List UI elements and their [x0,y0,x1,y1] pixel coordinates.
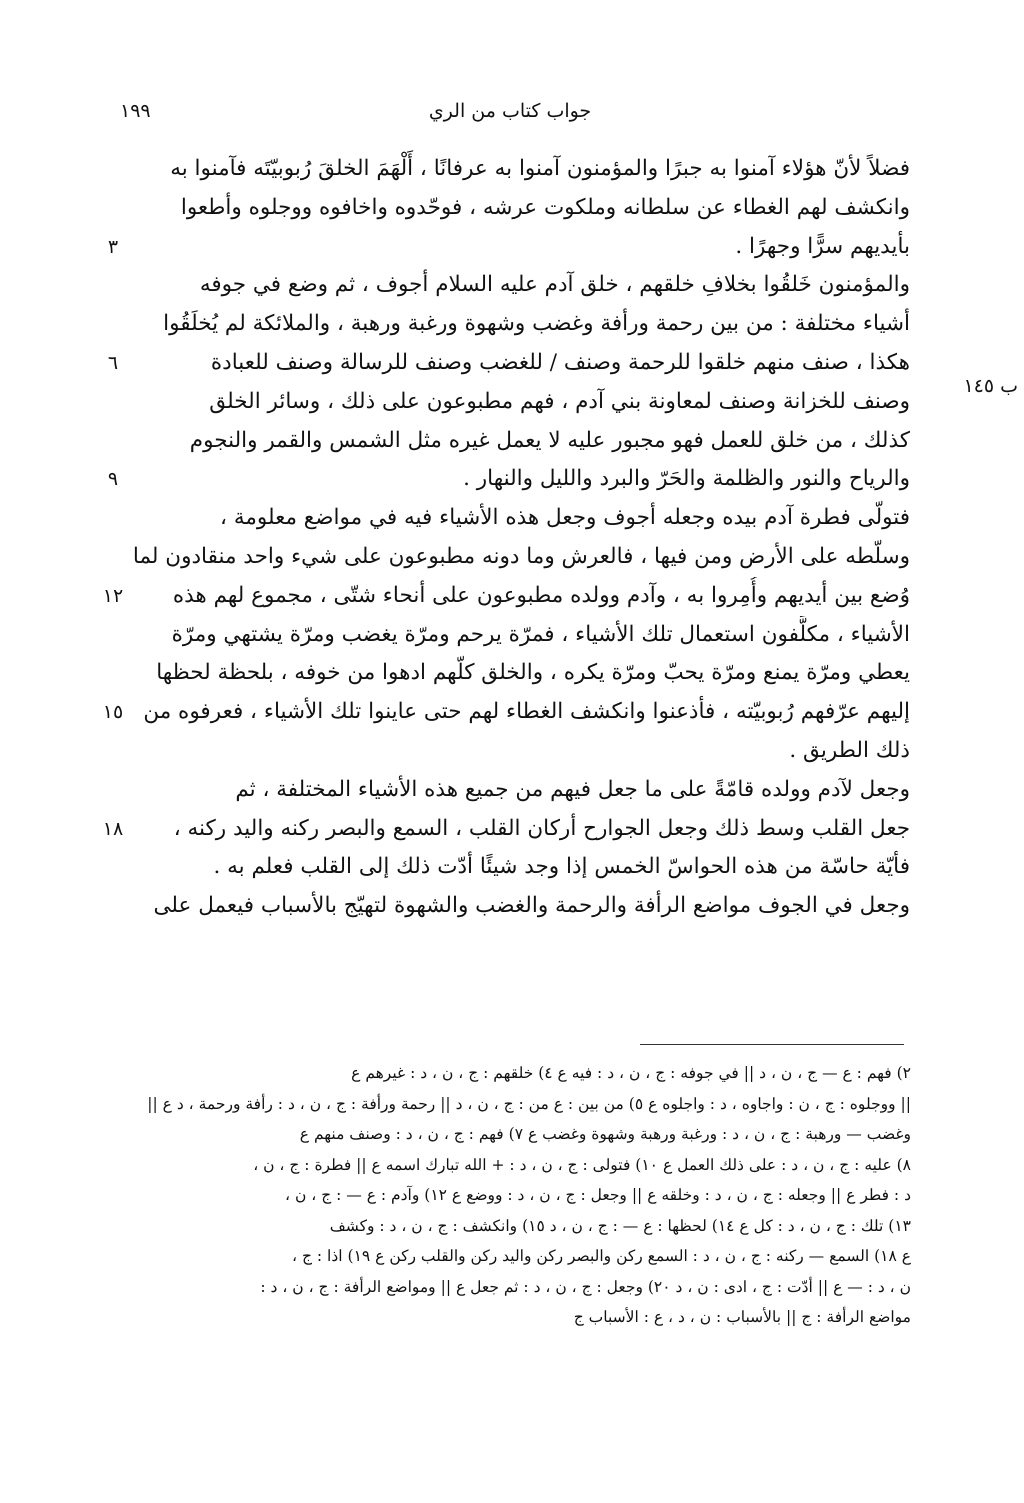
running-title: جواب كتاب من الري [428,100,592,122]
footnote-divider [640,1044,904,1045]
line-number: ٣ [107,235,119,258]
page-number: ١٩٩ [120,100,151,122]
text-line: إليهم عرّفهم رُبوبيّته ، فأذعنوا وانكشف الغطاء لهم حتى عاينوا تلك الأشياء ، فعرفوه من [143,699,910,725]
main-text [120,150,910,926]
footnote-line: ٨) عليه : ج ، ن ، د : على ذلك العمل ع ١٠) فتولى : ج ، ن ، د : + الله تبارك اسمه ع || فطرة : ج ، ن ، [253,1155,911,1174]
footnote-line: مواضع الرأفة : ج || بالأسباب : ن ، د ، ع : الأسباب ج [573,1308,911,1326]
line-number: ٩ [107,468,119,491]
text-line: بأيديهم سرًّا وجهرًا . [735,233,910,259]
manuscript-folio-ref: ب ١٤٥ [963,375,1018,397]
footnote-line: د : فطر ع || وجعله : ج ، ن ، د : وخلقه ع || وجعل : ج ، ن ، د : ووضع ع ١٢) وآدم : ع — : ج ، ن ، [285,1186,911,1204]
footnote-line: وغضب — ورهبة : ج ، ن ، د : ورغبة ورهبة وشهوة وغضب ع ٧) فهم : ج ، ن ، د : وصنف منهم ع [299,1125,911,1143]
line-number: ١٨ [102,817,124,840]
text-line: وجعل في الجوف مواضع الرأفة والرحمة والغضب والشهوة لتهيّج بالأسباب فيعمل على [153,893,910,919]
text-line: كذلك ، من خلق للعمل فهو مجبور عليه لا يعمل غيره مثل الشمس والقمر والنجوم [189,427,910,453]
text-line: والرياح والنور والظلمة والحَرّ والبرد والليل والنهار . [463,466,910,492]
text-line: أشياء مختلفة : من بين رحمة ورأفة وغضب وشهوة ورغبة ورهبة ، والملائكة لم يُخلَقُوا [163,311,910,337]
text-line: يعطي ومرّة يمنع ومرّة يحبّ ومرّة يكره ، والخلق كلّهم ادهوا من خوفه ، بلحظة لحظها [156,660,910,686]
footnote-line: ن ، د : — ع || أدّت : ج ، ادى : ن ، د ٢٠) وجعل : ج ، ن ، د : ثم جعل ع || ومواضع الرأفة : ج ، ن ، د : [260,1277,911,1296]
text-line: والمؤمنون خَلقُوا بخلافِ خلقهم ، خلق آدم عليه السلام أجوف ، ثم وضع في جوفه [199,272,910,298]
line-number: ١٢ [102,584,124,607]
text-line: فأيّة حاسّة من هذه الحواسّ الخمس إذا وجد شيئًا أدّت ذلك إلى القلب فعلم به . [213,854,910,880]
line-number: ٦ [107,352,119,374]
text-line: وصنف للخزانة وصنف لمعاونة بني آدم ، فهم مطبوعون على ذلك ، وسائر الخلق [209,388,910,414]
text-line: ذلك الطريق . [789,737,910,763]
text-line: وُضع بين أيديهم وأُمِروا به ، وآدم وولده مطبوعون على أنحاء شتّى ، مجموع لهم هذه [172,582,910,608]
footnote-line: ١٣) تلك : ج ، ن ، د : كل ع ١٤) لحظها : ع — : ج ، ن ، د ١٥) وانكشف : ج ، ن ، د : وكشف [329,1216,911,1235]
running-header [120,100,900,134]
text-line: وسلّطه على الأرض ومن فيها ، فالعرش وما دونه مطبوعون على شيء واحد منقادون لما [132,543,910,569]
text-line: فضلاً لأنّ هؤلاء آمنوا به جبرًا والمؤمنون آمنوا به عرفانًا ، أَلْهَمَ الخلقَ رُبوبيّتَه فآمنوا به [170,156,910,181]
text-line: وجعل لآدم وولده قامّةً على ما جعل فيهم من جميع هذه الأشياء المختلفة ، ثم [235,776,910,802]
footnote-line: ٢) فهم : ع — ج ، ن ، د || في جوفه : ج ، ن ، د : فيه ع ٤) خلقهم : ج ، ن ، د : غيرهم ع [351,1064,911,1082]
text-line: فتولّى فطرة آدم بيده وجعله أجوف وجعل هذه الأشياء فيه في مواضع معلومة ، [220,505,910,531]
text-line: جعل القلب وسط ذلك وجعل الجوارح أركان القلب ، السمع والبصر ركنه واليد ركنه ، [173,815,910,841]
text-line: وانكشف لهم الغطاء عن سلطانه وملكوت عرشه ، فوحّدوه واخافوه ووجلوه وأطعوا [180,194,910,220]
footnote-line: || ووجلوه : ج ، ن : واجاوه ، د : واجلوه ع ٥) من بين : ع من : ج ، ن ، د || رحمة ورأفة : ج ، ن ، د : رأفة ورحمة ، د ع || [147,1094,911,1113]
critical-apparatus [135,1058,911,1333]
line-number: ١٥ [102,701,124,724]
footnote-line: ع ١٨) السمع — ركنه : ج ، ن ، د : السمع ركن والبصر ركن واليد ركن والقلب ركن ع ١٩) اذا : ج ، [292,1247,911,1265]
text-line: هكذا ، صنف منهم خلقوا للرحمة وصنف / للغضب وصنف للرسالة وصنف للعبادة [210,349,910,375]
text-line: الأشياء ، مكلَّفون استعمال تلك الأشياء ، فمرّة يرحم ومرّة يغضب ومرّة يشتهي ومرّة [171,621,910,647]
